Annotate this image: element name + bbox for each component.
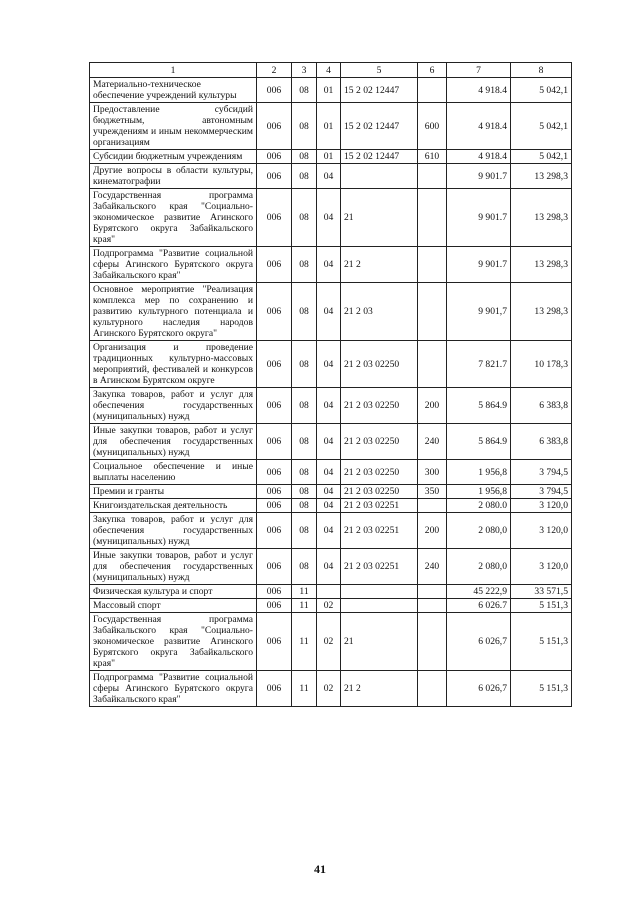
amount-year2-cell: 5 042,1 xyxy=(511,150,572,164)
amount-year1-cell: 7 821.7 xyxy=(447,341,511,388)
amount-year1-cell: 9 901.7 xyxy=(447,247,511,283)
amount-year1-cell: 2 080.0 xyxy=(447,499,511,513)
row-name-cell: Подпрограмма "Развитие социальной сферы Агинского Бурятского округа Забайкальского края" xyxy=(90,247,257,283)
amount-year1-cell: 4 918.4 xyxy=(447,78,511,103)
row-name-cell: Государственная программа Забайкальского края "Социально-экономическое развитие Агинского Бурятского округа Забайкальского края" xyxy=(90,189,257,247)
expense-type-cell: 350 xyxy=(418,485,447,499)
section-cell: 11 xyxy=(292,599,317,613)
table-row xyxy=(90,164,572,189)
target-item-cell: 21 2 03 02251 xyxy=(341,549,418,585)
target-item-cell: 21 2 xyxy=(341,671,418,707)
admin-code-cell: 006 xyxy=(257,150,292,164)
admin-code-cell: 006 xyxy=(257,613,292,671)
section-cell: 11 xyxy=(292,613,317,671)
subsection-cell: 04 xyxy=(317,549,341,585)
target-item-cell: 21 2 03 02250 xyxy=(341,424,418,460)
admin-code-cell: 006 xyxy=(257,247,292,283)
target-item-cell: 21 2 03 xyxy=(341,283,418,341)
admin-code-cell: 006 xyxy=(257,189,292,247)
column-header-2: 2 xyxy=(257,63,292,78)
amount-year1-cell: 6 026.7 xyxy=(447,599,511,613)
target-item-cell: 21 xyxy=(341,189,418,247)
subsection-cell: 04 xyxy=(317,341,341,388)
row-name-cell: Материально-техническое обеспечение учреждений культуры xyxy=(90,78,257,103)
target-item-cell: 15 2 02 12447 xyxy=(341,150,418,164)
section-cell: 08 xyxy=(292,460,317,485)
admin-code-cell: 006 xyxy=(257,283,292,341)
subsection-cell: 04 xyxy=(317,283,341,341)
section-cell: 08 xyxy=(292,189,317,247)
row-name-cell: Предоставление субсидий бюджетным, автономным учреждениям и иным некоммерческим организациям xyxy=(90,103,257,150)
amount-year2-cell: 13 298,3 xyxy=(511,189,572,247)
amount-year2-cell: 3 120,0 xyxy=(511,549,572,585)
amount-year2-cell: 5 151,3 xyxy=(511,613,572,671)
subsection-cell: 04 xyxy=(317,499,341,513)
admin-code-cell: 006 xyxy=(257,460,292,485)
row-name-cell: Закупка товаров, работ и услуг для обеспечения государственных (муниципальных) нужд xyxy=(90,388,257,424)
section-cell: 08 xyxy=(292,485,317,499)
subsection-cell: 04 xyxy=(317,388,341,424)
row-name-cell: Иные закупки товаров, работ и услуг для обеспечения государственных (муниципальных) нужд xyxy=(90,549,257,585)
target-item-cell: 21 2 03 02250 xyxy=(341,388,418,424)
admin-code-cell: 006 xyxy=(257,388,292,424)
admin-code-cell: 006 xyxy=(257,599,292,613)
table-row xyxy=(90,599,572,613)
table-row xyxy=(90,671,572,707)
subsection-cell: 04 xyxy=(317,247,341,283)
subsection-cell: 04 xyxy=(317,424,341,460)
admin-code-cell: 006 xyxy=(257,585,292,599)
expense-type-cell xyxy=(418,283,447,341)
target-item-cell xyxy=(341,599,418,613)
row-name-cell: Книгоиздательская деятельность xyxy=(90,499,257,513)
section-cell: 08 xyxy=(292,150,317,164)
section-cell: 08 xyxy=(292,424,317,460)
expense-type-cell xyxy=(418,499,447,513)
column-header-5: 5 xyxy=(341,63,418,78)
row-name-cell: Подпрограмма "Развитие социальной сферы Агинского Бурятского округа Забайкальского края" xyxy=(90,671,257,707)
section-cell: 08 xyxy=(292,341,317,388)
section-cell: 11 xyxy=(292,585,317,599)
expense-type-cell xyxy=(418,189,447,247)
target-item-cell: 21 2 03 02250 xyxy=(341,460,418,485)
row-name-cell: Другие вопросы в области культуры, кинематографии xyxy=(90,164,257,189)
admin-code-cell: 006 xyxy=(257,424,292,460)
expense-type-cell xyxy=(418,671,447,707)
table-row xyxy=(90,499,572,513)
target-item-cell: 15 2 02 12447 xyxy=(341,78,418,103)
section-cell: 08 xyxy=(292,78,317,103)
table-row xyxy=(90,150,572,164)
page-number: 41 xyxy=(314,862,326,876)
amount-year1-cell: 1 956,8 xyxy=(447,485,511,499)
amount-year1-cell: 2 080,0 xyxy=(447,513,511,549)
amount-year1-cell: 45 222,9 xyxy=(447,585,511,599)
expense-type-cell: 300 xyxy=(418,460,447,485)
subsection-cell: 01 xyxy=(317,150,341,164)
expense-type-cell xyxy=(418,78,447,103)
admin-code-cell: 006 xyxy=(257,103,292,150)
table-row xyxy=(90,189,572,247)
table-row xyxy=(90,78,572,103)
section-cell: 08 xyxy=(292,549,317,585)
table-row xyxy=(90,388,572,424)
table-row xyxy=(90,613,572,671)
subsection-cell xyxy=(317,585,341,599)
amount-year2-cell: 5 151,3 xyxy=(511,599,572,613)
row-name-cell: Массовый спорт xyxy=(90,599,257,613)
section-cell: 11 xyxy=(292,671,317,707)
amount-year2-cell: 13 298,3 xyxy=(511,247,572,283)
row-name-cell: Премии и гранты xyxy=(90,485,257,499)
expense-type-cell: 610 xyxy=(418,150,447,164)
admin-code-cell: 006 xyxy=(257,78,292,103)
subsection-cell: 04 xyxy=(317,189,341,247)
subsection-cell: 02 xyxy=(317,613,341,671)
amount-year2-cell: 13 298,3 xyxy=(511,164,572,189)
admin-code-cell: 006 xyxy=(257,499,292,513)
amount-year2-cell: 5 042,1 xyxy=(511,78,572,103)
row-name-cell: Физическая культура и спорт xyxy=(90,585,257,599)
table-row xyxy=(90,549,572,585)
budget-table xyxy=(89,62,572,707)
target-item-cell xyxy=(341,164,418,189)
amount-year2-cell: 3 794,5 xyxy=(511,460,572,485)
amount-year1-cell: 9 901,7 xyxy=(447,283,511,341)
amount-year1-cell: 4 918.4 xyxy=(447,150,511,164)
expense-type-cell xyxy=(418,247,447,283)
target-item-cell: 21 2 xyxy=(341,247,418,283)
admin-code-cell: 006 xyxy=(257,485,292,499)
amount-year2-cell: 3 794,5 xyxy=(511,485,572,499)
row-name-cell: Основное мероприятие "Реализация комплекса мер по сохранению и развитию культурного потенциала и культурного наследия народов Агинского Бурятского округа" xyxy=(90,283,257,341)
amount-year1-cell: 6 026,7 xyxy=(447,613,511,671)
expense-type-cell: 240 xyxy=(418,549,447,585)
amount-year1-cell: 9 901.7 xyxy=(447,164,511,189)
row-name-cell: Закупка товаров, работ и услуг для обеспечения государственных (муниципальных) нужд xyxy=(90,513,257,549)
expense-type-cell xyxy=(418,613,447,671)
amount-year2-cell: 10 178,3 xyxy=(511,341,572,388)
column-header-6: 6 xyxy=(418,63,447,78)
section-cell: 08 xyxy=(292,513,317,549)
row-name-cell: Организация и проведение традиционных культурно-массовых мероприятий, фестивалей и конкурсов в Агинском Бурятском округе xyxy=(90,341,257,388)
subsection-cell: 02 xyxy=(317,599,341,613)
expense-type-cell xyxy=(418,585,447,599)
subsection-cell: 04 xyxy=(317,485,341,499)
expense-type-cell: 600 xyxy=(418,103,447,150)
column-header-1: 1 xyxy=(90,63,257,78)
subsection-cell: 02 xyxy=(317,671,341,707)
row-name-cell: Социальное обеспечение и иные выплаты населению xyxy=(90,460,257,485)
expense-type-cell: 200 xyxy=(418,513,447,549)
admin-code-cell: 006 xyxy=(257,671,292,707)
section-cell: 08 xyxy=(292,247,317,283)
subsection-cell: 04 xyxy=(317,513,341,549)
amount-year2-cell: 6 383,8 xyxy=(511,424,572,460)
table-row xyxy=(90,341,572,388)
column-header-8: 8 xyxy=(511,63,572,78)
section-cell: 08 xyxy=(292,499,317,513)
amount-year1-cell: 9 901.7 xyxy=(447,189,511,247)
amount-year2-cell: 5 042,1 xyxy=(511,103,572,150)
amount-year2-cell: 3 120,0 xyxy=(511,513,572,549)
target-item-cell xyxy=(341,585,418,599)
target-item-cell: 21 xyxy=(341,613,418,671)
amount-year2-cell: 6 383,8 xyxy=(511,388,572,424)
column-header-4: 4 xyxy=(317,63,341,78)
amount-year1-cell: 1 956,8 xyxy=(447,460,511,485)
subsection-cell: 04 xyxy=(317,164,341,189)
amount-year2-cell: 3 120,0 xyxy=(511,499,572,513)
target-item-cell: 15 2 02 12447 xyxy=(341,103,418,150)
expense-type-cell xyxy=(418,164,447,189)
target-item-cell: 21 2 03 02250 xyxy=(341,341,418,388)
target-item-cell: 21 2 03 02251 xyxy=(341,499,418,513)
expense-type-cell xyxy=(418,341,447,388)
admin-code-cell: 006 xyxy=(257,549,292,585)
amount-year1-cell: 2 080,0 xyxy=(447,549,511,585)
table-body xyxy=(90,78,572,707)
row-name-cell: Иные закупки товаров, работ и услуг для обеспечения государственных (муниципальных) нужд xyxy=(90,424,257,460)
section-cell: 08 xyxy=(292,103,317,150)
table-row xyxy=(90,424,572,460)
subsection-cell: 04 xyxy=(317,460,341,485)
expense-type-cell: 200 xyxy=(418,388,447,424)
amount-year1-cell: 4 918.4 xyxy=(447,103,511,150)
admin-code-cell: 006 xyxy=(257,164,292,189)
table-row xyxy=(90,460,572,485)
amount-year1-cell: 6 026,7 xyxy=(447,671,511,707)
table-row xyxy=(90,585,572,599)
target-item-cell: 21 2 03 02251 xyxy=(341,513,418,549)
table-row xyxy=(90,283,572,341)
column-header-3: 3 xyxy=(292,63,317,78)
subsection-cell: 01 xyxy=(317,103,341,150)
section-cell: 08 xyxy=(292,164,317,189)
amount-year2-cell: 33 571,5 xyxy=(511,585,572,599)
admin-code-cell: 006 xyxy=(257,341,292,388)
amount-year2-cell: 5 151,3 xyxy=(511,671,572,707)
target-item-cell: 21 2 03 02250 xyxy=(341,485,418,499)
row-name-cell: Субсидии бюджетным учреждениям xyxy=(90,150,257,164)
expense-type-cell: 240 xyxy=(418,424,447,460)
row-name-cell: Государственная программа Забайкальского края "Социально-экономическое развитие Агинского Бурятского округа Забайкальского края" xyxy=(90,613,257,671)
section-cell: 08 xyxy=(292,388,317,424)
table-header-row xyxy=(90,63,572,78)
table-row xyxy=(90,513,572,549)
column-header-7: 7 xyxy=(447,63,511,78)
subsection-cell: 01 xyxy=(317,78,341,103)
table-row xyxy=(90,485,572,499)
admin-code-cell: 006 xyxy=(257,513,292,549)
table-row xyxy=(90,247,572,283)
amount-year2-cell: 13 298,3 xyxy=(511,283,572,341)
amount-year1-cell: 5 864.9 xyxy=(447,388,511,424)
table-row xyxy=(90,103,572,150)
amount-year1-cell: 5 864.9 xyxy=(447,424,511,460)
section-cell: 08 xyxy=(292,283,317,341)
expense-type-cell xyxy=(418,599,447,613)
